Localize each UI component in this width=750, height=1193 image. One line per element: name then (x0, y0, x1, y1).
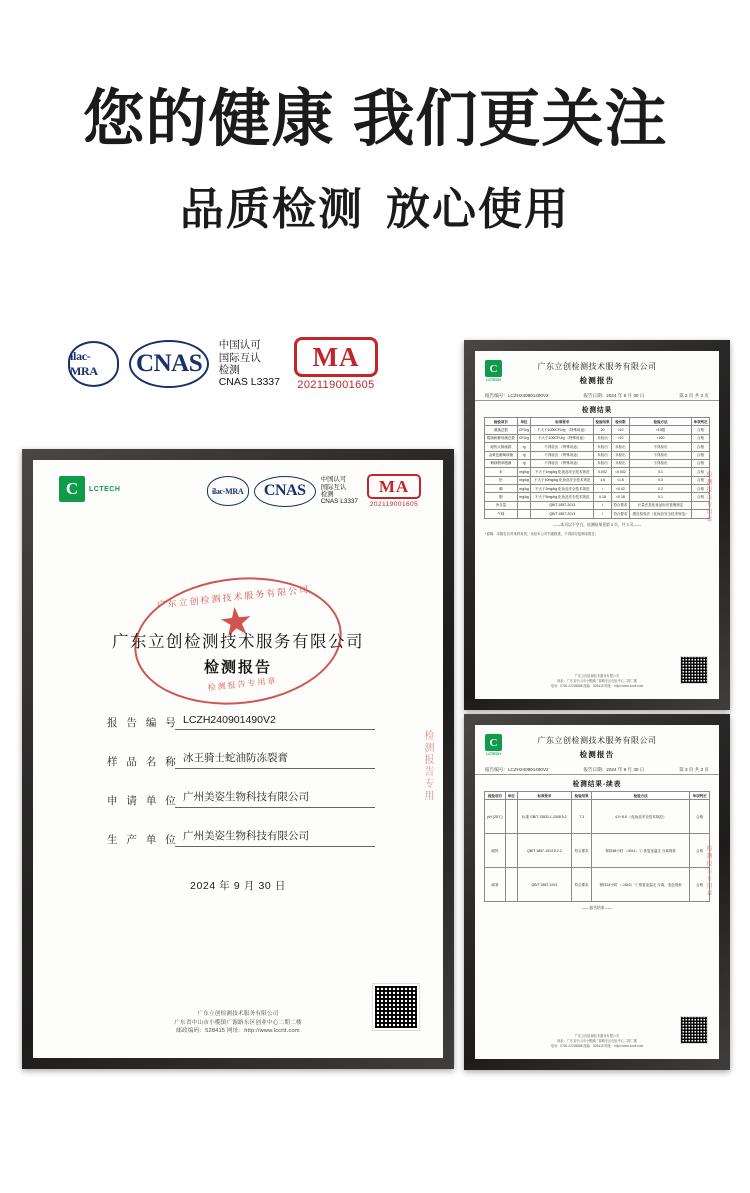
cell: 铅 (485, 476, 518, 484)
cell: 镉 (485, 493, 518, 501)
cell: 合格 (690, 834, 710, 868)
report-company-name: 广东立创检测技术服务有限公司 (537, 362, 657, 371)
report-number: 报告编号：LCZH240901490V2 (485, 393, 549, 398)
cell: 不大于1000CFU/g （特殊用途） (531, 426, 594, 434)
column-header: 检验方法 (629, 418, 691, 426)
cell: 合格 (692, 434, 710, 442)
cell: 1.6 (594, 476, 612, 484)
accreditation-logo-strip (68, 336, 378, 392)
table-row (485, 426, 710, 434)
report-side-stamp-text: 检测报告专用章 (705, 471, 711, 524)
field-label: 报 告 编 号 (107, 717, 179, 729)
cell (517, 501, 531, 509)
cell: 未检出 (594, 451, 612, 459)
cell: 合格 (692, 443, 710, 451)
cell: mg/kg (517, 476, 531, 484)
cell: 计量法及化妆品标识管理规定 (629, 501, 691, 509)
lab-logo-text: LCTECH (89, 485, 121, 493)
lab-logo-icon: C (485, 360, 502, 377)
report-page-number: 第 3 页 共 3 页 (679, 767, 709, 772)
table-row (485, 443, 710, 451)
ilac-mra-icon (68, 341, 119, 387)
cell: 砷 (485, 485, 518, 493)
cell: 未检出 (594, 459, 612, 467)
cell: 不得检出 (629, 451, 691, 459)
footer-line-3: 电话：0760-22328888 邮编：528415 网址：http://www.lccrtt.com (550, 683, 644, 688)
cnas-text-line-2: 国际互认 (218, 351, 261, 364)
cell: pH (25℃) (485, 800, 506, 834)
cell: 金黄色葡萄球菌 (485, 451, 518, 459)
stamp-arc-bottom-text: 检测报告专用章 (207, 676, 278, 693)
column-header: 检出限 (611, 418, 629, 426)
cell: 20 (594, 426, 612, 434)
certificate-field-row (107, 714, 375, 730)
cell: 霉菌和酵母菌总数 (485, 434, 518, 442)
certificate-footer (33, 1010, 443, 1036)
report-meta-row (475, 765, 719, 775)
ilac-mra-label: ilac-MRA (212, 486, 244, 496)
cma-icon (294, 337, 378, 377)
cell: 不得检出 （特殊用途） (531, 443, 594, 451)
results-table-page-2 (484, 791, 710, 902)
column-header: 单位 (517, 418, 531, 426)
cell: 标准 GB/T 13531.1-2008 5.2 (517, 800, 572, 834)
results-table-page-1 (484, 417, 710, 519)
cnas-icon (129, 340, 208, 388)
footer-line-2: 地址：广东省中山市小榄镇广源路东区创业中心二期二楼 (557, 678, 637, 683)
cell: /g (517, 451, 531, 459)
cell: 未检出 (611, 443, 629, 451)
cell: 合格 (692, 485, 710, 493)
cma-number: 202119001605 (369, 501, 419, 508)
certificate-field-row (107, 750, 375, 769)
report-tail-note: ——本页以下空白，检测结果见第 3 页，共 3 页—— (552, 522, 642, 527)
cell: / (594, 501, 612, 509)
table-row (485, 468, 710, 476)
cell: mg/kg (517, 485, 531, 493)
cell: 感官检验法（化妆品安全技术规范） (629, 510, 691, 518)
headline-sub-right: 放心使用 (386, 184, 570, 236)
stamp-arc-top-text: 广东立创检测技术服务有限公司 (156, 584, 311, 611)
cell: 4.0~8.5 《化妆品安全技术规范》 (591, 800, 689, 834)
cell: 未检出 (611, 459, 629, 467)
column-header: 检验项目 (485, 792, 506, 800)
cell: <10 (611, 426, 629, 434)
cell (505, 834, 517, 868)
headline-main-left: 您的健康 (82, 82, 335, 155)
report-meta-row (475, 391, 719, 401)
cell: 汞 (485, 468, 518, 476)
footer-line-3: 电话：0760-22328888 邮编：528415 网址：http://www.lccrtt.com (550, 1043, 644, 1048)
headline-main (0, 82, 750, 155)
headline-main-right: 我们更关注 (352, 82, 668, 155)
field-label: 样 品 名 称 (107, 756, 179, 768)
column-header: 检验项目 (485, 418, 518, 426)
table-header-row (485, 792, 710, 800)
cell: 合格 (692, 426, 710, 434)
cell: 净含量 (485, 501, 518, 509)
field-value: 广州美姿生物科技有限公司 (175, 828, 375, 847)
column-header: 检验结果 (594, 418, 612, 426)
cell: 保持48小时 （40±1）℃ 恢复室温无 分离现象 (591, 834, 689, 868)
report-header (475, 725, 719, 765)
cell: CFU/g (517, 434, 531, 442)
cnas-text-line-4: CNAS L3337 (218, 376, 280, 389)
report-date: 报告日期：2024 年 9 月 30 日 (583, 767, 645, 772)
cell: 符合要求 (611, 501, 629, 509)
cell: / (594, 485, 612, 493)
table-row (485, 800, 710, 834)
certificate-issue-date: 2024 年 9 月 30 日 (190, 880, 286, 892)
cnas-text-line-3: 检测 (218, 364, 240, 376)
column-header: 单位 (505, 792, 517, 800)
cell: 不大于2mg/kg 化妆品安全技术规范 (531, 485, 594, 493)
cnas-text-line-1: 中国认可 (320, 476, 347, 484)
table-row (485, 459, 710, 467)
cma-number: 202119001605 (297, 379, 375, 391)
table-row (485, 476, 710, 484)
certificate-field-row (107, 828, 375, 847)
footer-line-3: 邮政编码：528415 网址：http://www.lccrtt.com (176, 1028, 300, 1035)
cell: 0.1 (629, 493, 691, 501)
field-value: 冰王骑士蛇油防冻裂膏 (175, 750, 375, 769)
cell: <0.18 (611, 493, 629, 501)
cell: 合格 (690, 868, 710, 902)
report-side-stamp-text: 检测报告专用章 (705, 845, 711, 898)
cell: <0.02 (611, 485, 629, 493)
field-value: LCZH240901490V2 (175, 714, 375, 730)
cell: 不大于10mg/kg 化妆品安全技术规范 (531, 476, 594, 484)
field-label: 申 请 单 位 (107, 795, 179, 807)
report-tail-note: ——报告结束—— (581, 906, 613, 911)
report-date: 报告日期：2024 年 9 月 30 日 (583, 393, 645, 398)
table-row (485, 501, 710, 509)
cell: QB/T 1857-2013 (531, 501, 594, 509)
report-doc-title: 检测报告 (579, 376, 615, 385)
table-row (485, 451, 710, 459)
cnas-text-line-4: CNAS L3337 (320, 498, 358, 506)
field-value: 广州美姿生物科技有限公司 (175, 789, 375, 808)
column-header: 单项判定 (690, 792, 710, 800)
cell: /g (517, 459, 531, 467)
certificate-header (33, 460, 443, 518)
certificate-doc-title: 检测报告 (203, 658, 272, 676)
cell (517, 510, 531, 518)
cell (505, 868, 517, 902)
cell: 保持24小时 （-15±2）℃ 恢复室温无 分离、变色现象 (591, 868, 689, 902)
cell: 不大于100CFU/g （特殊用途） (531, 434, 594, 442)
headline-sub-left: 品质检测 (180, 184, 364, 236)
headline-sub (0, 173, 750, 237)
cell: 不大于5mg/kg 化妆品安全技术规范 (531, 493, 594, 501)
cell: CFU/g (517, 426, 531, 434)
cell: 不得检出 (629, 443, 691, 451)
report-section-title: 检测结果 (581, 407, 613, 414)
cell: 未检出 (611, 451, 629, 459)
cma-label: MA (378, 476, 410, 496)
cell: <10 (611, 434, 629, 442)
column-header: 单项判定 (692, 418, 710, 426)
field-label: 生 产 单 位 (107, 834, 179, 846)
certificate-side-stamp-text: 检测报告专用 (422, 730, 433, 802)
certificate-field-row (107, 789, 375, 808)
cell: 0.3 (629, 476, 691, 484)
cell: mg/kg (517, 468, 531, 476)
cell: 0.18 (594, 493, 612, 501)
cell: 菌落总数 (485, 426, 518, 434)
cell: 符合要求 (572, 868, 592, 902)
cell: 合格 (692, 451, 710, 459)
report-section-title: 检测结果-续表 (572, 781, 622, 788)
report-page-number: 第 2 页 共 3 页 (679, 393, 709, 398)
cell: 0.1 (629, 468, 691, 476)
cell: 不得检出 (629, 459, 691, 467)
lab-logo (59, 476, 120, 502)
report-company-name: 广东立创检测技术服务有限公司 (537, 736, 657, 745)
cell: 合格 (692, 468, 710, 476)
column-header: 标准要求 (531, 418, 594, 426)
main-certificate-frame (22, 449, 454, 1069)
cma-icon (367, 474, 421, 499)
column-header: 标准要求 (517, 792, 572, 800)
cell: 未检出 (594, 434, 612, 442)
cnas-text-line-3: 检测 (320, 491, 334, 498)
report-page-1 (475, 351, 719, 699)
cell: 不大于1mg/kg 化妆品安全技术规范 (531, 468, 594, 476)
table-row (485, 493, 710, 501)
lab-logo-icon: C (485, 734, 502, 751)
cell: 符合要求 (572, 834, 592, 868)
certificate-company-name: 广东立创检测技术服务有限公司 (112, 632, 364, 651)
cell: 合格 (692, 476, 710, 484)
cell: 不得检出 （特殊用途） (531, 459, 594, 467)
cell: 铜绿假单胞菌 (485, 459, 518, 467)
cell: / (594, 510, 612, 518)
cell: /g (517, 443, 531, 451)
cell: 耐寒 (485, 868, 506, 902)
report-page-1-frame (464, 340, 730, 710)
footer-line-2: 地址：广东省中山市小榄镇广源路东区创业中心二期二楼 (557, 1038, 637, 1043)
report-doc-title: 检测报告 (579, 750, 615, 759)
promo-headline-block (0, 0, 750, 237)
ilac-mra-icon (207, 476, 249, 506)
cma-logo-block (367, 474, 421, 508)
cell: <1.5 (611, 476, 629, 484)
certificate-accreditation-logos (207, 474, 421, 508)
cell: 耐热 (485, 834, 506, 868)
cell: 合格 (690, 800, 710, 834)
footer-line-1: 广东立创检测技术服务有限公司 (197, 1011, 279, 1018)
report-page-2 (475, 725, 719, 1059)
cell: 符合要求 (611, 510, 629, 518)
cnas-text-line-2: 国际互认 (320, 483, 347, 491)
cnas-accreditation-text (321, 476, 358, 506)
cell: 合格 (692, 493, 710, 501)
footer-line-1: 广东立创检测技术服务有限公司 (574, 673, 620, 678)
ilac-mra-label: ilac-MRA (70, 349, 98, 378)
table-row (485, 834, 710, 868)
table-row (485, 485, 710, 493)
lab-logo-text: LCTECH (486, 378, 501, 382)
column-header: 检验结果 (572, 792, 592, 800)
footer-line-1: 广东立创检测技术服务有限公司 (574, 1033, 620, 1038)
column-header: 检验方法 (591, 792, 689, 800)
cell: 气味 (485, 510, 518, 518)
cell: 0.2 (629, 485, 691, 493)
cell: <100 (629, 434, 691, 442)
lab-logo-icon: C (59, 476, 85, 502)
cell: <0.002 (611, 468, 629, 476)
cell: 7.3 (572, 800, 592, 834)
cell: QB/T 1857-1913 5.2.2 (517, 834, 572, 868)
cnas-icon (254, 476, 316, 507)
report-remark: *说明：本报告仅对来样负责，未经本公司书面批准，不得部分复制本报告。 (485, 531, 599, 536)
report-page-2-frame (464, 714, 730, 1070)
cell: QB/T 1857-2013 (531, 510, 594, 518)
report-header (475, 351, 719, 391)
table-row (485, 434, 710, 442)
table-row (485, 868, 710, 902)
cell: 不得检出 （特殊用途） (531, 451, 594, 459)
lab-logo-text: LCTECH (486, 752, 501, 756)
table-row (485, 510, 710, 518)
certificate-field-list (107, 714, 375, 867)
cnas-label: CNAS (136, 350, 203, 377)
report-number: 报告编号：LCZH240901490V2 (485, 767, 549, 772)
cnas-text-line-1: 中国认可 (218, 339, 261, 352)
cell: QB/T 1857-1913 (517, 868, 572, 902)
star-icon: ★ (218, 602, 254, 642)
cell (505, 800, 517, 834)
cnas-accreditation-text (219, 339, 280, 389)
main-certificate-page (33, 460, 443, 1058)
cell: 未检出 (594, 443, 612, 451)
cma-logo-block (294, 337, 378, 391)
report-footer (475, 1034, 719, 1049)
report-footer (475, 674, 719, 689)
cell: 合格 (692, 459, 710, 467)
cma-label: MA (312, 341, 360, 372)
cell: 耐热大肠菌群 (485, 443, 518, 451)
table-header-row (485, 418, 710, 426)
cell: <10限 (629, 426, 691, 434)
footer-line-2: 广东省中山市小榄镇广源路东区创业中心二期二楼 (174, 1019, 302, 1026)
cell: 0.002 (594, 468, 612, 476)
cnas-label: CNAS (263, 482, 306, 499)
cell: mg/kg (517, 493, 531, 501)
